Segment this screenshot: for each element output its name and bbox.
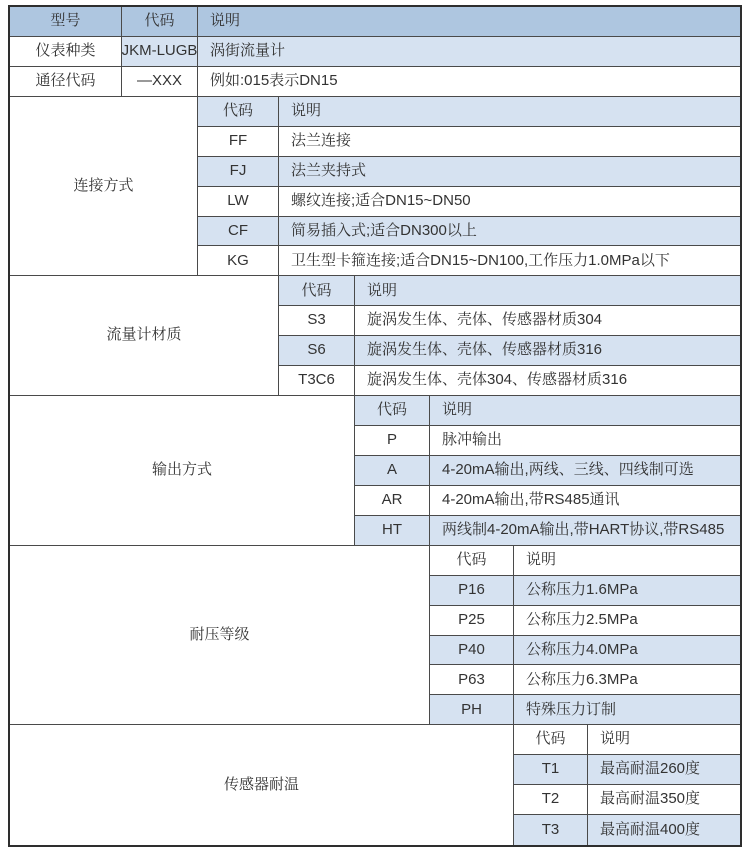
section-subheader-code-cell xyxy=(198,97,279,127)
row-label-cell-1 xyxy=(10,67,122,97)
section-row-code-cell xyxy=(279,336,355,366)
section-row-code-cell-text: LW xyxy=(227,191,249,209)
section-row-desc-cell-text: 法兰夹持式 xyxy=(291,161,367,179)
section-row-code-cell xyxy=(514,755,588,785)
section-subheader-code-cell xyxy=(279,276,355,306)
section-subheader-desc-cell xyxy=(279,97,740,127)
section-row-code-cell xyxy=(430,636,514,666)
section-row-desc-cell-text: 4-20mA输出,带RS485通讯 xyxy=(442,491,620,509)
section-row-code-cell xyxy=(514,815,588,845)
section-subheader-desc-cell xyxy=(514,546,740,576)
section-row-desc-cell-text: 4-20mA输出,两线、三线、四线制可选 xyxy=(442,461,694,479)
section-row-code-cell-text: CF xyxy=(228,221,248,239)
section-subheader-code-cell xyxy=(430,546,514,576)
row-code-cell-1-text: —XXX xyxy=(136,72,182,90)
section-subheader-code-cell-text: 代码 xyxy=(301,281,332,299)
row-desc-cell-0-text: 涡街流量计 xyxy=(210,42,286,60)
section-row-desc-cell xyxy=(514,665,740,695)
spec-table xyxy=(8,5,742,847)
section-row-code-cell xyxy=(198,217,279,247)
section-row-desc-cell-text: 旋涡发生体、壳体、传感器材质304 xyxy=(367,311,603,329)
section-row-desc-cell-text: 特殊压力订制 xyxy=(526,700,617,718)
section-label-cell-text: 流量计材质 xyxy=(106,326,182,344)
section-subheader-code-cell xyxy=(355,396,430,426)
section-row-code-cell-text: T1 xyxy=(541,760,560,778)
section-row-code-cell-text: P25 xyxy=(458,610,485,628)
section-subheader-desc-cell-text: 说明 xyxy=(600,730,631,748)
row-desc-cell-1 xyxy=(198,67,740,97)
section-row-code-cell xyxy=(279,306,355,336)
section-subheader-desc-cell xyxy=(430,396,740,426)
section-row-code-cell xyxy=(430,576,514,606)
section-row-desc-cell xyxy=(430,516,740,546)
section-subheader-code-cell-text: 代码 xyxy=(222,101,253,119)
section-subheader-code-cell xyxy=(514,725,588,755)
section-row-code-cell xyxy=(355,486,430,516)
section-row-desc-cell xyxy=(588,755,740,785)
model-header-cell-text: 型号 xyxy=(50,12,81,30)
section-row-desc-cell xyxy=(279,217,740,247)
row-label-cell-1-text: 通径代码 xyxy=(35,72,96,90)
section-row-code-cell xyxy=(355,426,430,456)
section-row-desc-cell xyxy=(514,636,740,666)
section-row-code-cell xyxy=(514,785,588,815)
section-row-code-cell-text: T3 xyxy=(541,820,560,838)
section-row-code-cell xyxy=(355,516,430,546)
section-label-cell xyxy=(10,546,430,726)
section-row-desc-cell xyxy=(514,576,740,606)
section-row-desc-cell xyxy=(430,486,740,516)
section-row-desc-cell xyxy=(588,785,740,815)
section-row-desc-cell-text: 公称压力1.6MPa xyxy=(526,580,638,598)
section-row-desc-cell-text: 螺纹连接;适合DN15~DN50 xyxy=(291,191,471,209)
section-row-desc-cell-text: 法兰连接 xyxy=(291,131,352,149)
section-row-code-cell xyxy=(430,606,514,636)
section-label-cell-text: 传感器耐温 xyxy=(223,775,299,793)
section-row-code-cell xyxy=(430,695,514,725)
row-code-cell-1 xyxy=(122,67,198,97)
section-row-code-cell xyxy=(198,127,279,157)
code-header-cell-text: 代码 xyxy=(144,12,175,30)
row-label-cell-0-text: 仪表种类 xyxy=(35,42,96,60)
section-row-desc-cell-text: 最高耐温400度 xyxy=(600,820,701,838)
section-row-code-cell-text: FF xyxy=(228,131,248,149)
code-header-cell xyxy=(122,7,198,37)
row-label-cell-0 xyxy=(10,37,122,67)
section-row-desc-cell-text: 公称压力4.0MPa xyxy=(526,640,638,658)
section-row-code-cell xyxy=(198,187,279,217)
section-row-code-cell-text: A xyxy=(386,461,397,479)
section-label-cell-text: 耐压等级 xyxy=(189,625,250,643)
section-row-code-cell-text: KG xyxy=(227,251,249,269)
section-row-code-cell xyxy=(198,246,279,276)
section-row-desc-cell-text: 卫生型卡箍连接;适合DN15~DN100,工作压力1.0MPa以下 xyxy=(291,251,670,269)
section-subheader-code-cell-text: 代码 xyxy=(535,730,566,748)
section-row-desc-cell xyxy=(279,187,740,217)
section-row-desc-cell-text: 公称压力6.3MPa xyxy=(526,670,638,688)
row-desc-cell-0 xyxy=(198,37,740,67)
section-row-code-cell-text: P xyxy=(386,431,397,449)
section-row-desc-cell-text: 旋涡发生体、壳体、传感器材质316 xyxy=(367,341,603,359)
section-row-desc-cell-text: 最高耐温260度 xyxy=(600,760,701,778)
row-desc-cell-1-text: 例如:015表示DN15 xyxy=(210,72,338,90)
model-header-cell xyxy=(10,7,122,37)
section-subheader-desc-cell-text: 说明 xyxy=(442,401,473,419)
row-code-cell-0-text: JKM-LUGB xyxy=(122,42,198,60)
section-row-desc-cell-text: 简易插入式;适合DN300以上 xyxy=(291,221,477,239)
section-subheader-code-cell-text: 代码 xyxy=(376,401,407,419)
desc-header-cell-text: 说明 xyxy=(210,12,241,30)
section-row-desc-cell xyxy=(355,306,740,336)
section-subheader-desc-cell-text: 说明 xyxy=(367,281,398,299)
section-row-code-cell-text: HT xyxy=(382,520,402,538)
section-label-cell xyxy=(10,396,355,546)
section-row-code-cell-text: P40 xyxy=(458,640,485,658)
section-row-desc-cell xyxy=(279,157,740,187)
section-subheader-desc-cell-text: 说明 xyxy=(291,101,322,119)
section-label-cell xyxy=(10,97,198,277)
section-row-code-cell-text: T2 xyxy=(541,790,560,808)
section-subheader-code-cell-text: 代码 xyxy=(456,550,487,568)
section-row-desc-cell xyxy=(430,456,740,486)
section-subheader-desc-cell-text: 说明 xyxy=(526,550,557,568)
section-row-desc-cell xyxy=(279,127,740,157)
section-row-desc-cell-text: 最高耐温350度 xyxy=(600,790,701,808)
section-row-code-cell-text: P16 xyxy=(458,580,485,598)
section-label-cell xyxy=(10,725,514,845)
section-row-desc-cell xyxy=(355,336,740,366)
section-subheader-desc-cell xyxy=(355,276,740,306)
section-row-desc-cell-text: 两线制4-20mA输出,带HART协议,带RS485 xyxy=(442,520,725,538)
section-row-desc-cell xyxy=(355,366,740,396)
section-label-cell-text: 输出方式 xyxy=(151,461,212,479)
row-code-cell-0 xyxy=(122,37,198,67)
section-label-cell-text: 连接方式 xyxy=(73,176,134,194)
section-row-desc-cell xyxy=(588,815,740,845)
section-row-code-cell-text: S6 xyxy=(307,341,326,359)
section-row-code-cell-text: T3C6 xyxy=(298,371,335,389)
section-row-code-cell xyxy=(198,157,279,187)
section-row-desc-cell xyxy=(279,246,740,276)
section-label-cell xyxy=(10,276,279,396)
section-row-desc-cell xyxy=(430,426,740,456)
section-row-desc-cell-text: 脉冲输出 xyxy=(442,431,503,449)
section-row-code-cell xyxy=(355,456,430,486)
section-row-desc-cell xyxy=(514,695,740,725)
section-row-code-cell-text: AR xyxy=(381,491,403,509)
section-row-desc-cell-text: 公称压力2.5MPa xyxy=(526,610,638,628)
section-row-code-cell xyxy=(430,665,514,695)
section-subheader-desc-cell xyxy=(588,725,740,755)
section-row-code-cell xyxy=(279,366,355,396)
section-row-code-cell-text: PH xyxy=(461,700,482,718)
desc-header-cell xyxy=(198,7,740,37)
section-row-code-cell-text: FJ xyxy=(229,161,247,179)
section-row-code-cell-text: S3 xyxy=(307,311,326,329)
section-row-desc-cell-text: 旋涡发生体、壳体304、传感器材质316 xyxy=(367,371,628,389)
section-row-code-cell-text: P63 xyxy=(458,670,485,688)
section-row-desc-cell xyxy=(514,606,740,636)
